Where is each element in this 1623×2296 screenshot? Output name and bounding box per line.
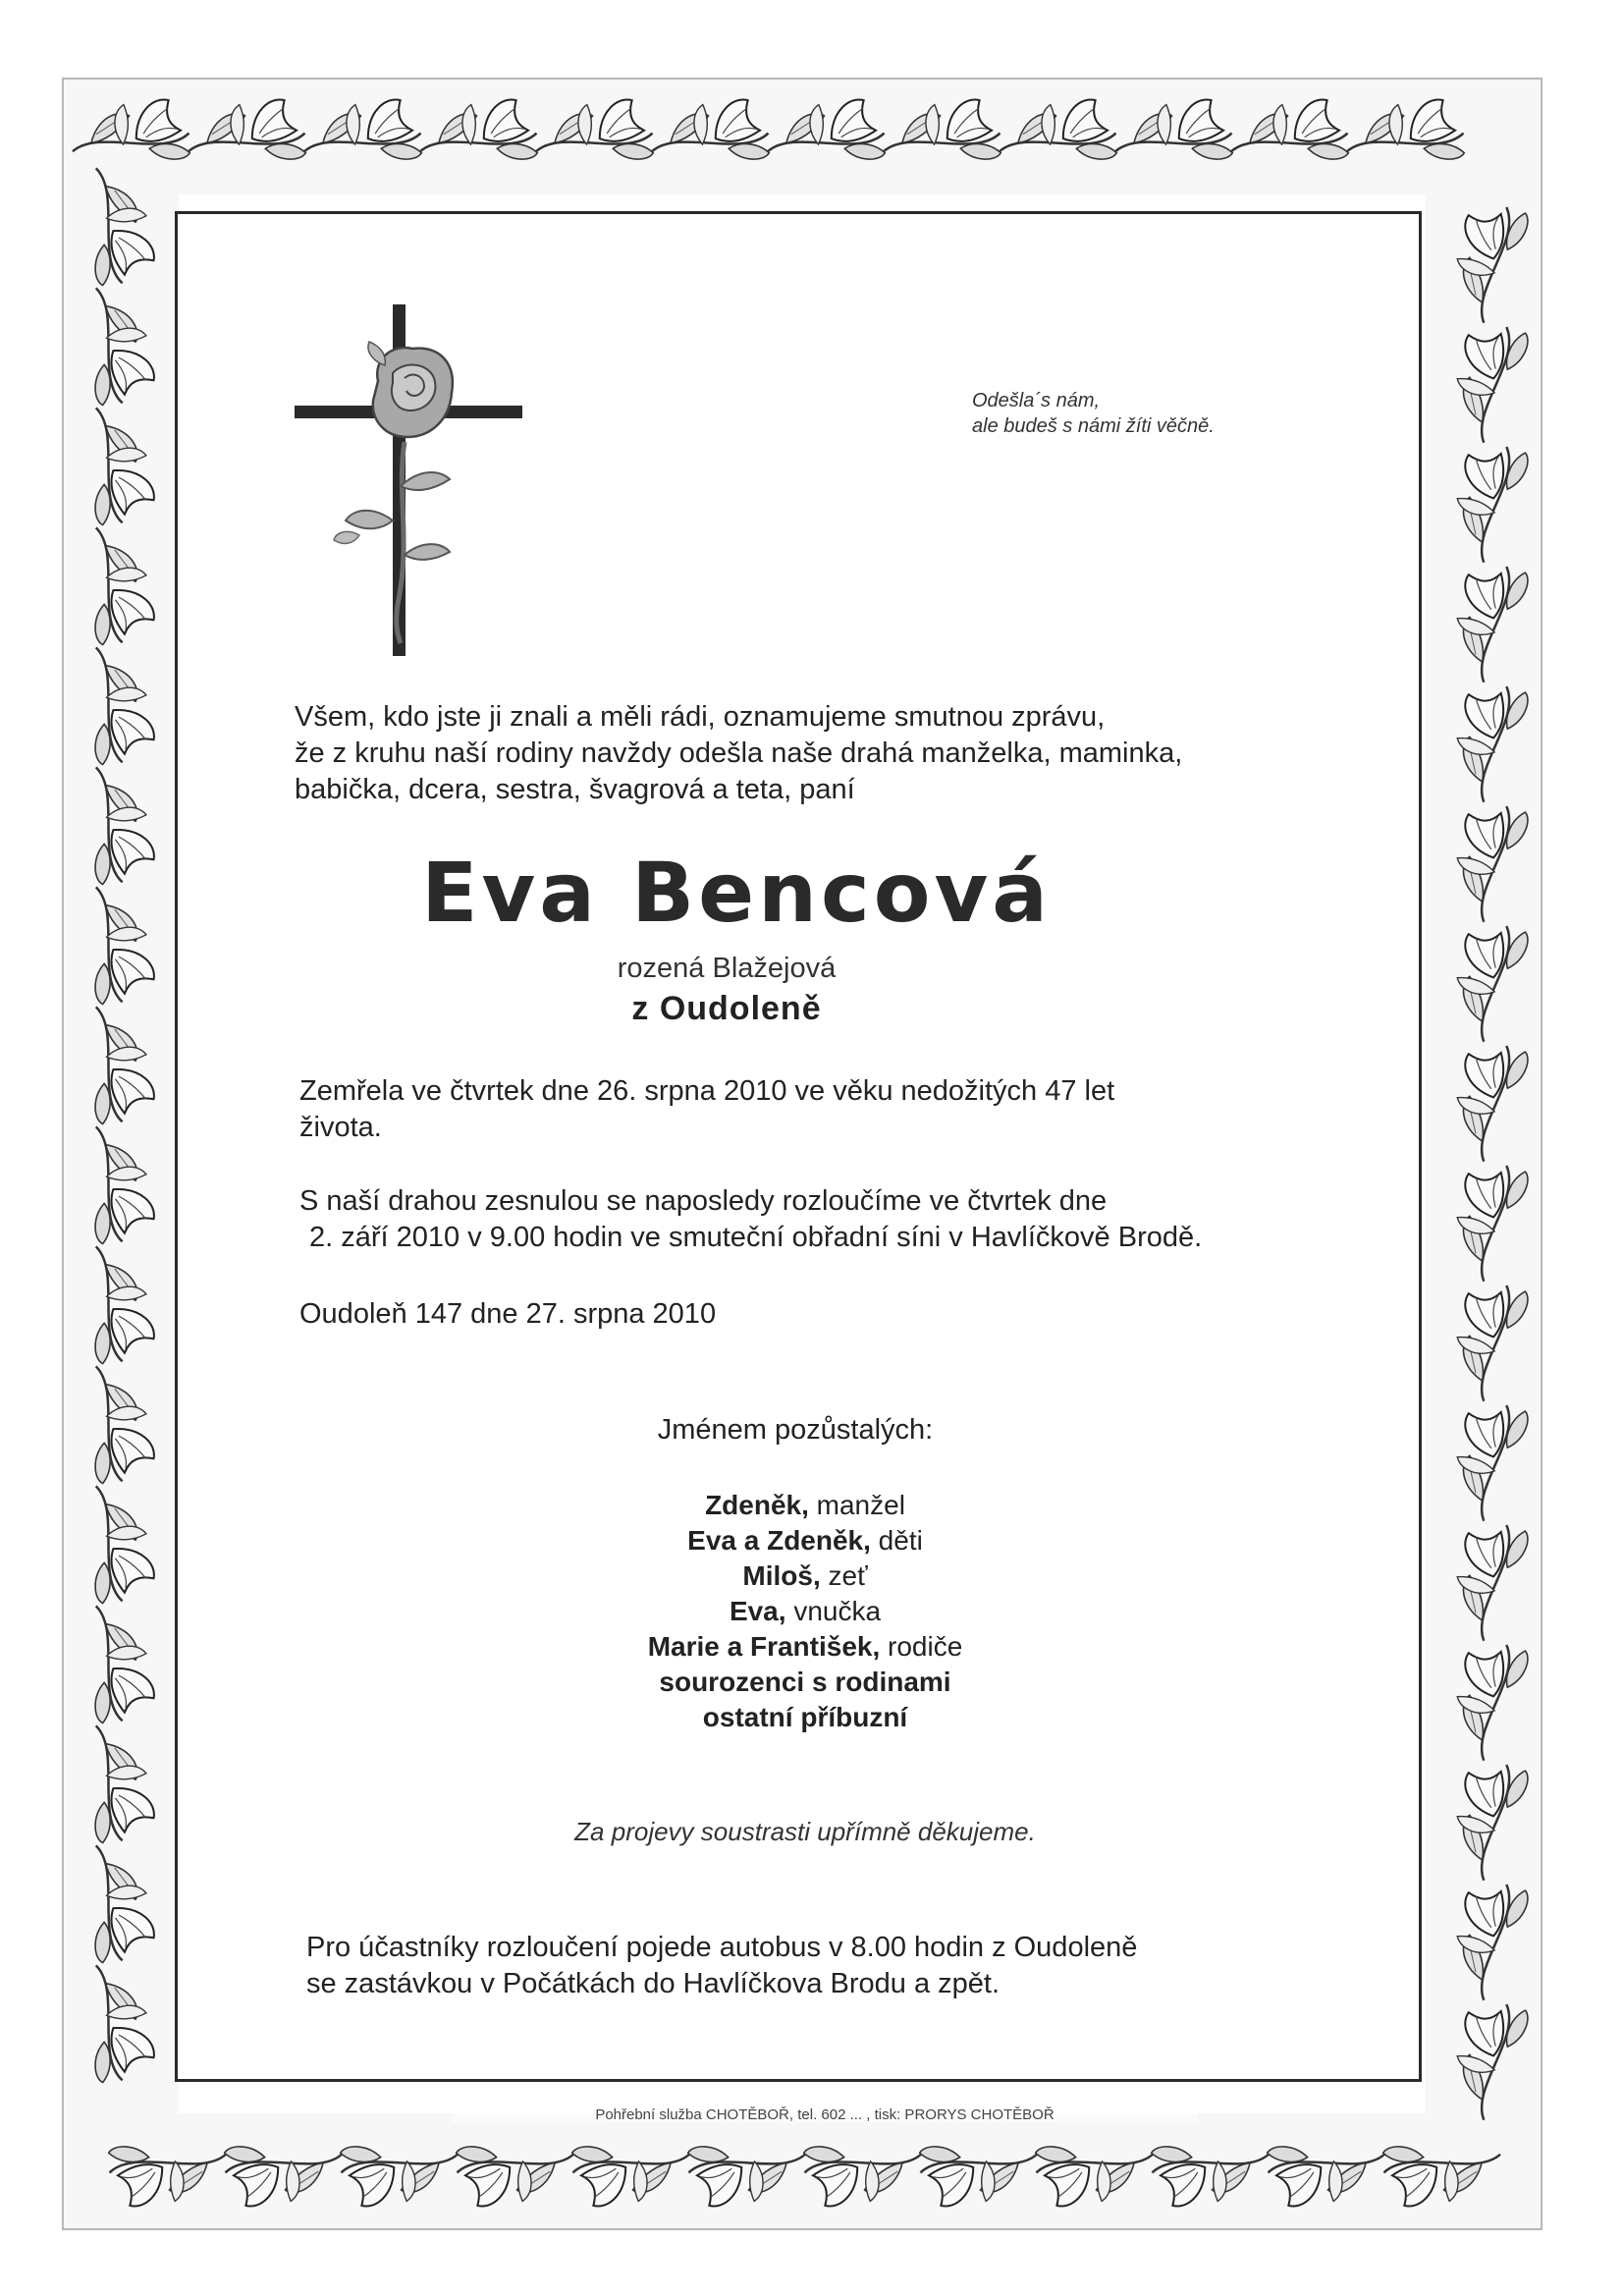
death-notice — [299, 1073, 1321, 1146]
cross-with-rose-icon — [295, 304, 522, 656]
mourner-item — [471, 1488, 1139, 1523]
mourner-item — [471, 1558, 1139, 1594]
bus-info — [306, 1930, 1327, 2002]
farewell-line: 2. září 2010 v 9.00 hodin ve smuteční obřadní síni v Havlíčkově Brodě. — [309, 1222, 1203, 1253]
farewell-paragraph — [299, 1183, 1321, 1256]
mourner-item — [471, 1629, 1139, 1665]
farewell-line: S naší drahou zesnulou se naposledy rozloučíme ve čtvrtek dne — [299, 1185, 1108, 1217]
death-notice-line: Zemřela ve čtvrtek dne 26. srpna 2010 ve věku nedožitých 47 let — [299, 1075, 1115, 1107]
deceased-name: Eva Bencová — [421, 845, 1052, 941]
mourner-name: sourozenci s rodinami — [659, 1667, 951, 1697]
bus-info-line: Pro účastníky rozloučení pojede autobus v 8.00 hodin z Oudoleně — [306, 1932, 1138, 1963]
motto-line: Odešla´s nám, — [972, 390, 1101, 411]
mourners-list — [471, 1488, 1139, 1735]
mourner-item — [471, 1700, 1139, 1735]
motto-line: ale budeš s námi žíti věčně. — [972, 415, 1215, 437]
mourner-relation: manžel — [808, 1490, 905, 1520]
on-behalf-heading: Jménem pozůstalých: — [657, 1414, 934, 1446]
intro-paragraph — [295, 699, 1316, 808]
mourner-name: ostatní příbuzní — [702, 1702, 908, 1732]
mourner-name: Eva a Zdeněk, — [687, 1525, 871, 1556]
death-notice-line: života. — [299, 1112, 382, 1143]
origin-place: z Oudoleně — [631, 990, 822, 1027]
mourner-relation: rodiče — [880, 1631, 963, 1662]
intro-line: babička, dcera, sestra, švagrová a teta, paní — [295, 774, 855, 805]
intro-line: Všem, kdo jste ji znali a měli rádi, oznamujeme smutnou zprávu, — [295, 701, 1106, 733]
mourner-name: Zdeněk, — [705, 1490, 809, 1520]
printer-credit: Pohřební služba CHOTĚBOŘ, tel. 602 ... , tisk: PRORYS CHOTĚBOŘ — [452, 2106, 1198, 2123]
mourner-relation: vnučka — [785, 1596, 882, 1626]
mourner-item — [471, 1665, 1139, 1700]
motto — [972, 388, 1296, 439]
thanks-line: Za projevy soustrasti upřímně děkujeme. — [574, 1817, 1036, 1846]
mourner-relation: zeť — [820, 1560, 868, 1591]
place-date: Oudoleň 147 dne 27. srpna 2010 — [299, 1298, 717, 1330]
bus-info-line: se zastávkou v Počátkách do Havlíčkova Brodu a zpět. — [306, 1968, 1001, 1999]
maiden-name: rozená Blažejová — [617, 953, 837, 984]
mourner-item — [471, 1523, 1139, 1558]
mourner-name: Miloš, — [742, 1560, 821, 1591]
mourner-relation: děti — [870, 1525, 923, 1556]
mourner-item — [471, 1594, 1139, 1629]
mourner-name: Eva, — [729, 1596, 786, 1626]
intro-line: že z kruhu naší rodiny navždy odešla naše drahá manželka, maminka, — [295, 738, 1183, 769]
mourner-name: Marie a František, — [647, 1631, 881, 1662]
